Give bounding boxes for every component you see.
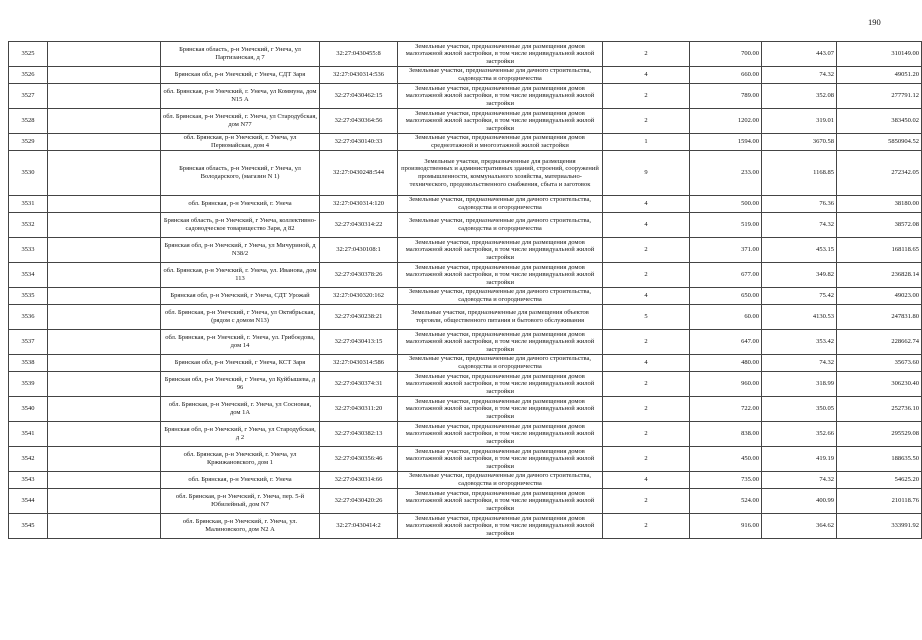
cadastral-number: 32:27:0430314:536 bbox=[320, 67, 398, 84]
empty-cell bbox=[48, 288, 161, 305]
area-value: 519.00 bbox=[690, 213, 762, 238]
group-number: 9 bbox=[603, 151, 690, 196]
cadastral-value: 49023.00 bbox=[837, 288, 922, 305]
area-value: 677.00 bbox=[690, 263, 762, 288]
group-number: 2 bbox=[603, 514, 690, 539]
area-value: 789.00 bbox=[690, 84, 762, 109]
group-number: 2 bbox=[603, 447, 690, 472]
land-use-type: Земельные участки, предназначенные для размещения домов малоэтажной жилой застройки, в том числе индивидуальной жилой застройки bbox=[398, 447, 603, 472]
area-value: 660.00 bbox=[690, 67, 762, 84]
area-value: 650.00 bbox=[690, 288, 762, 305]
land-use-type: Земельные участки, предназначенные для размещения домов малоэтажной жилой застройки, в том числе индивидуальной жилой застройки bbox=[398, 109, 603, 134]
specific-value: 74.32 bbox=[762, 213, 837, 238]
area-value: 233.00 bbox=[690, 151, 762, 196]
specific-value: 318.99 bbox=[762, 372, 837, 397]
empty-cell bbox=[48, 196, 161, 213]
area-value: 722.00 bbox=[690, 397, 762, 422]
address: обл. Брянская, р-н Унечский, г. Унеча, ул. Грибоедова, дом 14 bbox=[161, 330, 320, 355]
group-number: 4 bbox=[603, 67, 690, 84]
empty-cell bbox=[48, 514, 161, 539]
empty-cell bbox=[48, 305, 161, 330]
empty-cell bbox=[48, 355, 161, 372]
empty-cell bbox=[48, 84, 161, 109]
address: обл. Брянская, р-н Унечский, г. Унеча bbox=[161, 196, 320, 213]
row-number: 3534 bbox=[9, 263, 48, 288]
empty-cell bbox=[48, 134, 161, 151]
cadastral-number: 32:27:0430378:26 bbox=[320, 263, 398, 288]
land-use-type: Земельные участки, предназначенные для размещения домов малоэтажной жилой застройки, в том числе индивидуальной жилой застройки bbox=[398, 514, 603, 539]
address: обл. Брянская, р-н Унечский, г. Унеча bbox=[161, 472, 320, 489]
land-use-type: Земельные участки, предназначенные для размещения объектов торговли, общественного питания и бытового обслуживания bbox=[398, 305, 603, 330]
empty-cell bbox=[48, 109, 161, 134]
cadastral-value: 35673.60 bbox=[837, 355, 922, 372]
group-number: 2 bbox=[603, 42, 690, 67]
cadastral-number: 32:27:0430455:8 bbox=[320, 42, 398, 67]
cadastral-number: 32:27:0430414:2 bbox=[320, 514, 398, 539]
row-number: 3530 bbox=[9, 151, 48, 196]
row-number: 3527 bbox=[9, 84, 48, 109]
cadastral-number: 32:27:0430248:544 bbox=[320, 151, 398, 196]
address: обл. Брянская, р-н Унечский, г. Унеча, ул Кржижановского, дом 1 bbox=[161, 447, 320, 472]
cadastral-value: 252736.10 bbox=[837, 397, 922, 422]
cadastral-value: 168118.65 bbox=[837, 238, 922, 263]
area-value: 647.00 bbox=[690, 330, 762, 355]
address: Брянская обл, р-н Унечский, г Унеча, КСТ Заря bbox=[161, 355, 320, 372]
land-use-type: Земельные участки, предназначенные для размещения домов малоэтажной жилой застройки, в том числе индивидуальной жилой застройки bbox=[398, 84, 603, 109]
group-number: 2 bbox=[603, 84, 690, 109]
specific-value: 75.42 bbox=[762, 288, 837, 305]
land-use-type: Земельные участки, предназначенные для дачного строительства, садоводства и огородничества bbox=[398, 67, 603, 84]
specific-value: 353.42 bbox=[762, 330, 837, 355]
cadastral-value: 210118.76 bbox=[837, 489, 922, 514]
cadastral-number: 32:27:0430356:46 bbox=[320, 447, 398, 472]
address: Брянская обл, р-н Унечский, г Унеча, ул Мичуриной, д N38/2 bbox=[161, 238, 320, 263]
cadastral-number: 32:27:0430108:1 bbox=[320, 238, 398, 263]
cadastral-number: 32:27:0430140:33 bbox=[320, 134, 398, 151]
cadastral-number: 32:27:0430314:586 bbox=[320, 355, 398, 372]
table-row bbox=[9, 372, 922, 397]
group-number: 2 bbox=[603, 238, 690, 263]
land-use-type: Земельные участки, предназначенные для дачного строительства, садоводства и огородничества bbox=[398, 213, 603, 238]
cadastral-number: 32:27:0430364:56 bbox=[320, 109, 398, 134]
land-use-type: Земельные участки, предназначенные для размещения домов малоэтажной жилой застройки, в том числе индивидуальной жилой застройки bbox=[398, 422, 603, 447]
table-row bbox=[9, 196, 922, 213]
table-row bbox=[9, 151, 922, 196]
cadastral-number: 32:27:0430420:26 bbox=[320, 489, 398, 514]
row-number: 3532 bbox=[9, 213, 48, 238]
cadastral-value: 383450.02 bbox=[837, 109, 922, 134]
specific-value: 350.05 bbox=[762, 397, 837, 422]
group-number: 4 bbox=[603, 472, 690, 489]
land-use-type: Земельные участки, предназначенные для размещения производственных и административных зданий, строений, сооружений промышленности, коммунального хозяйства, материально-технического, продовольственного снабжения, сбыта и заготовок bbox=[398, 151, 603, 196]
specific-value: 400.99 bbox=[762, 489, 837, 514]
empty-cell bbox=[48, 472, 161, 489]
specific-value: 1168.85 bbox=[762, 151, 837, 196]
cadastral-value: 247831.80 bbox=[837, 305, 922, 330]
cadastral-number: 32:27:0430238:21 bbox=[320, 305, 398, 330]
cadastral-value: 277791.12 bbox=[837, 84, 922, 109]
area-value: 735.00 bbox=[690, 472, 762, 489]
land-use-type: Земельные участки, предназначенные для размещения домов малоэтажной жилой застройки, в том числе индивидуальной жилой застройки bbox=[398, 372, 603, 397]
row-number: 3528 bbox=[9, 109, 48, 134]
address: обл. Брянская, р-н Унечский, г. Унеча, ул Стародубская, дом N77 bbox=[161, 109, 320, 134]
row-number: 3531 bbox=[9, 196, 48, 213]
group-number: 1 bbox=[603, 134, 690, 151]
table-row bbox=[9, 355, 922, 372]
land-use-type: Земельные участки, предназначенные для дачного строительства, садоводства и огородничества bbox=[398, 196, 603, 213]
group-number: 2 bbox=[603, 422, 690, 447]
row-number: 3540 bbox=[9, 397, 48, 422]
page-number: 190 bbox=[868, 17, 881, 27]
row-number: 3537 bbox=[9, 330, 48, 355]
group-number: 4 bbox=[603, 288, 690, 305]
cadastral-number: 32:27:0430314:120 bbox=[320, 196, 398, 213]
empty-cell bbox=[48, 42, 161, 67]
cadastral-value: 5850904.52 bbox=[837, 134, 922, 151]
group-number: 2 bbox=[603, 372, 690, 397]
cadastral-value: 310149.00 bbox=[837, 42, 922, 67]
empty-cell bbox=[48, 447, 161, 472]
address: Брянская область, р-н Унечский, г Унеча, ул Володарского, (магазин N 1) bbox=[161, 151, 320, 196]
address: обл. Брянская, р-н Унечский, г. Унеча, ул Сосновая, дом 1А bbox=[161, 397, 320, 422]
row-number: 3545 bbox=[9, 514, 48, 539]
specific-value: 419.19 bbox=[762, 447, 837, 472]
empty-cell bbox=[48, 238, 161, 263]
area-value: 1202.00 bbox=[690, 109, 762, 134]
table-row bbox=[9, 42, 922, 67]
specific-value: 349.82 bbox=[762, 263, 837, 288]
table-row bbox=[9, 213, 922, 238]
land-use-type: Земельные участки, предназначенные для размещения домов малоэтажной жилой застройки, в том числе индивидуальной жилой застройки bbox=[398, 397, 603, 422]
group-number: 2 bbox=[603, 489, 690, 514]
empty-cell bbox=[48, 397, 161, 422]
specific-value: 4130.53 bbox=[762, 305, 837, 330]
address: Брянская область, р-н Унечский, г Унеча, ул Партизанская, д 7 bbox=[161, 42, 320, 67]
table-row bbox=[9, 489, 922, 514]
table-row bbox=[9, 67, 922, 84]
cadastral-value: 272342.05 bbox=[837, 151, 922, 196]
cadastral-value: 306230.40 bbox=[837, 372, 922, 397]
address: обл. Брянская, р-н Унечский, г Унеча, ул Октябрьская, (рядом с домом N13) bbox=[161, 305, 320, 330]
area-value: 480.00 bbox=[690, 355, 762, 372]
area-value: 500.00 bbox=[690, 196, 762, 213]
empty-cell bbox=[48, 67, 161, 84]
land-use-type: Земельные участки, предназначенные для размещения домов малоэтажной жилой застройки, в том числе индивидуальной жилой застройки bbox=[398, 330, 603, 355]
table-row bbox=[9, 330, 922, 355]
address: Брянская обл, р-н Унечский, г Унеча, СДТ Заря bbox=[161, 67, 320, 84]
land-use-type: Земельные участки, предназначенные для дачного строительства, садоводства и огородничества bbox=[398, 472, 603, 489]
table-row bbox=[9, 238, 922, 263]
row-number: 3533 bbox=[9, 238, 48, 263]
empty-cell bbox=[48, 213, 161, 238]
table-row bbox=[9, 514, 922, 539]
table-row bbox=[9, 263, 922, 288]
row-number: 3541 bbox=[9, 422, 48, 447]
row-number: 3542 bbox=[9, 447, 48, 472]
empty-cell bbox=[48, 330, 161, 355]
land-use-type: Земельные участки, предназначенные для размещения домов малоэтажной жилой застройки, в том числе индивидуальной жилой застройки bbox=[398, 42, 603, 67]
cadastral-value-table bbox=[8, 41, 922, 539]
area-value: 700.00 bbox=[690, 42, 762, 67]
cadastral-number: 32:27:0430382:13 bbox=[320, 422, 398, 447]
group-number: 4 bbox=[603, 355, 690, 372]
specific-value: 352.66 bbox=[762, 422, 837, 447]
cadastral-number: 32:27:0430311:20 bbox=[320, 397, 398, 422]
address: обл. Брянская, р-н Унечский, г. Унеча, ул Коммуна, дом N15 А bbox=[161, 84, 320, 109]
specific-value: 3670.58 bbox=[762, 134, 837, 151]
row-number: 3538 bbox=[9, 355, 48, 372]
table-row bbox=[9, 472, 922, 489]
cadastral-value: 49051.20 bbox=[837, 67, 922, 84]
group-number: 5 bbox=[603, 305, 690, 330]
area-value: 371.00 bbox=[690, 238, 762, 263]
address: Брянская обл, р-н Унечский, г Унеча, ул Стародубская, д 2 bbox=[161, 422, 320, 447]
area-value: 60.00 bbox=[690, 305, 762, 330]
cadastral-number: 32:27:0430413:15 bbox=[320, 330, 398, 355]
table-row bbox=[9, 397, 922, 422]
table-row bbox=[9, 422, 922, 447]
table-row bbox=[9, 447, 922, 472]
address: обл. Брянская, р-н Унечский, г. Унеча, ул. Малиновского, дом N2 А bbox=[161, 514, 320, 539]
area-value: 838.00 bbox=[690, 422, 762, 447]
address: Брянская область, р-н Унечский, г Унеча, коллективно-садоводческое товарищество Заря, д 82 bbox=[161, 213, 320, 238]
row-number: 3535 bbox=[9, 288, 48, 305]
group-number: 2 bbox=[603, 263, 690, 288]
area-value: 524.00 bbox=[690, 489, 762, 514]
land-use-type: Земельные участки, предназначенные для дачного строительства, садоводства и огородничества bbox=[398, 288, 603, 305]
row-number: 3529 bbox=[9, 134, 48, 151]
cadastral-value: 228662.74 bbox=[837, 330, 922, 355]
cadastral-number: 32:27:0430314:66 bbox=[320, 472, 398, 489]
cadastral-value: 188635.50 bbox=[837, 447, 922, 472]
land-use-type: Земельные участки, предназначенные для размещения домов среднеэтажной и многоэтажной жилой застройки bbox=[398, 134, 603, 151]
group-number: 2 bbox=[603, 109, 690, 134]
cadastral-value: 38572.08 bbox=[837, 213, 922, 238]
table-row bbox=[9, 109, 922, 134]
land-use-type: Земельные участки, предназначенные для размещения домов малоэтажной жилой застройки, в том числе индивидуальной жилой застройки bbox=[398, 238, 603, 263]
land-use-type: Земельные участки, предназначенные для дачного строительства, садоводства и огородничества bbox=[398, 355, 603, 372]
group-number: 4 bbox=[603, 196, 690, 213]
group-number: 2 bbox=[603, 397, 690, 422]
specific-value: 74.32 bbox=[762, 67, 837, 84]
area-value: 916.00 bbox=[690, 514, 762, 539]
specific-value: 76.36 bbox=[762, 196, 837, 213]
empty-cell bbox=[48, 422, 161, 447]
land-use-type: Земельные участки, предназначенные для размещения домов малоэтажной жилой застройки, в том числе индивидуальной жилой застройки bbox=[398, 489, 603, 514]
cadastral-number: 32:27:0430462:15 bbox=[320, 84, 398, 109]
empty-cell bbox=[48, 151, 161, 196]
address: Брянская обл, р-н Унечский, г Унеча, ул Куйбышева, д 96 bbox=[161, 372, 320, 397]
table-row bbox=[9, 288, 922, 305]
cadastral-number: 32:27:0430320:162 bbox=[320, 288, 398, 305]
specific-value: 364.62 bbox=[762, 514, 837, 539]
specific-value: 453.15 bbox=[762, 238, 837, 263]
area-value: 450.00 bbox=[690, 447, 762, 472]
specific-value: 443.07 bbox=[762, 42, 837, 67]
cadastral-number: 32:27:0430314:22 bbox=[320, 213, 398, 238]
area-value: 1594.00 bbox=[690, 134, 762, 151]
table-row bbox=[9, 134, 922, 151]
row-number: 3525 bbox=[9, 42, 48, 67]
cadastral-value: 236828.14 bbox=[837, 263, 922, 288]
address: обл. Брянская, р-н Унечский, г. Унеча, пер. 5-й Юбилейный, дом N7 bbox=[161, 489, 320, 514]
address: Брянская обл, р-н Унечский, г Унеча, СДТ Урожай bbox=[161, 288, 320, 305]
empty-cell bbox=[48, 263, 161, 288]
cadastral-value: 333991.92 bbox=[837, 514, 922, 539]
specific-value: 319.01 bbox=[762, 109, 837, 134]
group-number: 2 bbox=[603, 330, 690, 355]
row-number: 3536 bbox=[9, 305, 48, 330]
row-number: 3544 bbox=[9, 489, 48, 514]
specific-value: 74.32 bbox=[762, 355, 837, 372]
cadastral-value: 38180.00 bbox=[837, 196, 922, 213]
row-number: 3539 bbox=[9, 372, 48, 397]
address: обл. Брянская, р-н Унечский, г. Унеча, ул Первомайская, дом 4 bbox=[161, 134, 320, 151]
specific-value: 352.08 bbox=[762, 84, 837, 109]
address: обл. Брянская, р-н Унечский, г. Унеча, ул. Иванова, дом 113 bbox=[161, 263, 320, 288]
area-value: 960.00 bbox=[690, 372, 762, 397]
empty-cell bbox=[48, 489, 161, 514]
specific-value: 74.32 bbox=[762, 472, 837, 489]
cadastral-number: 32:27:0430374:31 bbox=[320, 372, 398, 397]
row-number: 3526 bbox=[9, 67, 48, 84]
empty-cell bbox=[48, 372, 161, 397]
cadastral-value: 295529.08 bbox=[837, 422, 922, 447]
table-row bbox=[9, 84, 922, 109]
group-number: 4 bbox=[603, 213, 690, 238]
cadastral-value: 54625.20 bbox=[837, 472, 922, 489]
row-number: 3543 bbox=[9, 472, 48, 489]
table-row bbox=[9, 305, 922, 330]
land-use-type: Земельные участки, предназначенные для размещения домов малоэтажной жилой застройки, в том числе индивидуальной жилой застройки bbox=[398, 263, 603, 288]
